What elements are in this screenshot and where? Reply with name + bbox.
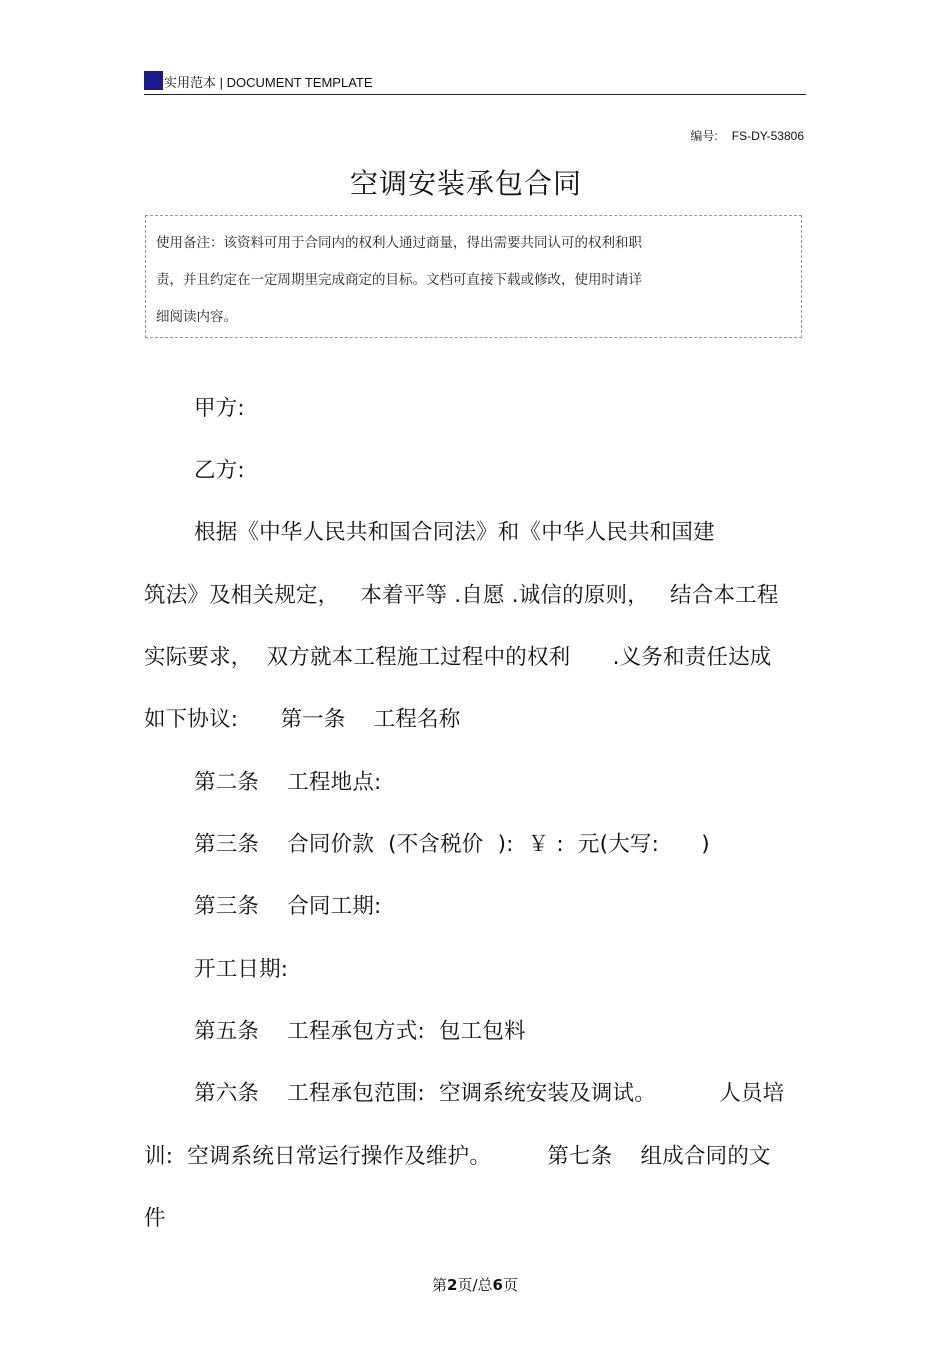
usage-note-line: 责，并且约定在一定周期里完成商定的目标。文档可直接下载或修改，使用时请详: [156, 272, 642, 288]
article-line: 第二条 工程地点:: [194, 770, 382, 795]
usage-note-line: 细阅读内容。: [156, 309, 237, 325]
usage-note-line: 使用备注：该资料可用于合同内的权利人通过商量，得出需要共同认可的权利和职: [156, 235, 642, 251]
footer-current-page: 2: [447, 1276, 458, 1294]
footer-middle: 页/总: [457, 1276, 493, 1294]
document-number-value: FS-DY-53806: [731, 129, 804, 143]
article-line: 第六条 工程承包范围: 空调系统安装及调试。 人员培: [194, 1081, 785, 1106]
header-logo-square: [144, 71, 163, 90]
footer-suffix: 页: [502, 1276, 518, 1294]
page-footer: [0, 1274, 950, 1295]
page-header: [144, 70, 806, 95]
document-title: 空调安装承包合同: [349, 167, 582, 200]
party-a-line: 甲方:: [194, 396, 245, 421]
body-paragraph-line: 如下协议: 第一条 工程名称: [144, 707, 461, 732]
article-line: 第三条 合同价款 (不含税价 ): ￥ : 元(大写: ): [194, 832, 710, 857]
party-b-line: 乙方:: [194, 458, 245, 483]
article-line: 训: 空调系统日常运行操作及维护。 第七条 组成合同的文: [144, 1144, 771, 1169]
footer-prefix: 第: [432, 1276, 448, 1294]
body-paragraph-line: 实际要求， 双方就本工程施工过程中的权利 .义务和责任达成: [144, 645, 772, 670]
body-paragraph-line: 筑法》及相关规定， 本着平等 .自愿 .诚信的原则， 结合本工程: [144, 583, 779, 608]
body-paragraph-line: 根据《中华人民共和国合同法》和《中华人民共和国建: [194, 520, 715, 545]
document-number: [690, 127, 804, 144]
article-line: 件: [144, 1206, 166, 1231]
header-text: 实用范本 | DOCUMENT TEMPLATE: [164, 75, 373, 90]
article-line: 第五条 工程承包方式: 包工包料: [194, 1019, 526, 1044]
article-line: 第三条 合同工期:: [194, 894, 382, 919]
document-number-label: 编号:: [690, 129, 718, 143]
footer-total-pages: 6: [492, 1276, 503, 1294]
usage-note-box: [145, 215, 802, 338]
start-date-line: 开工日期:: [194, 957, 289, 982]
